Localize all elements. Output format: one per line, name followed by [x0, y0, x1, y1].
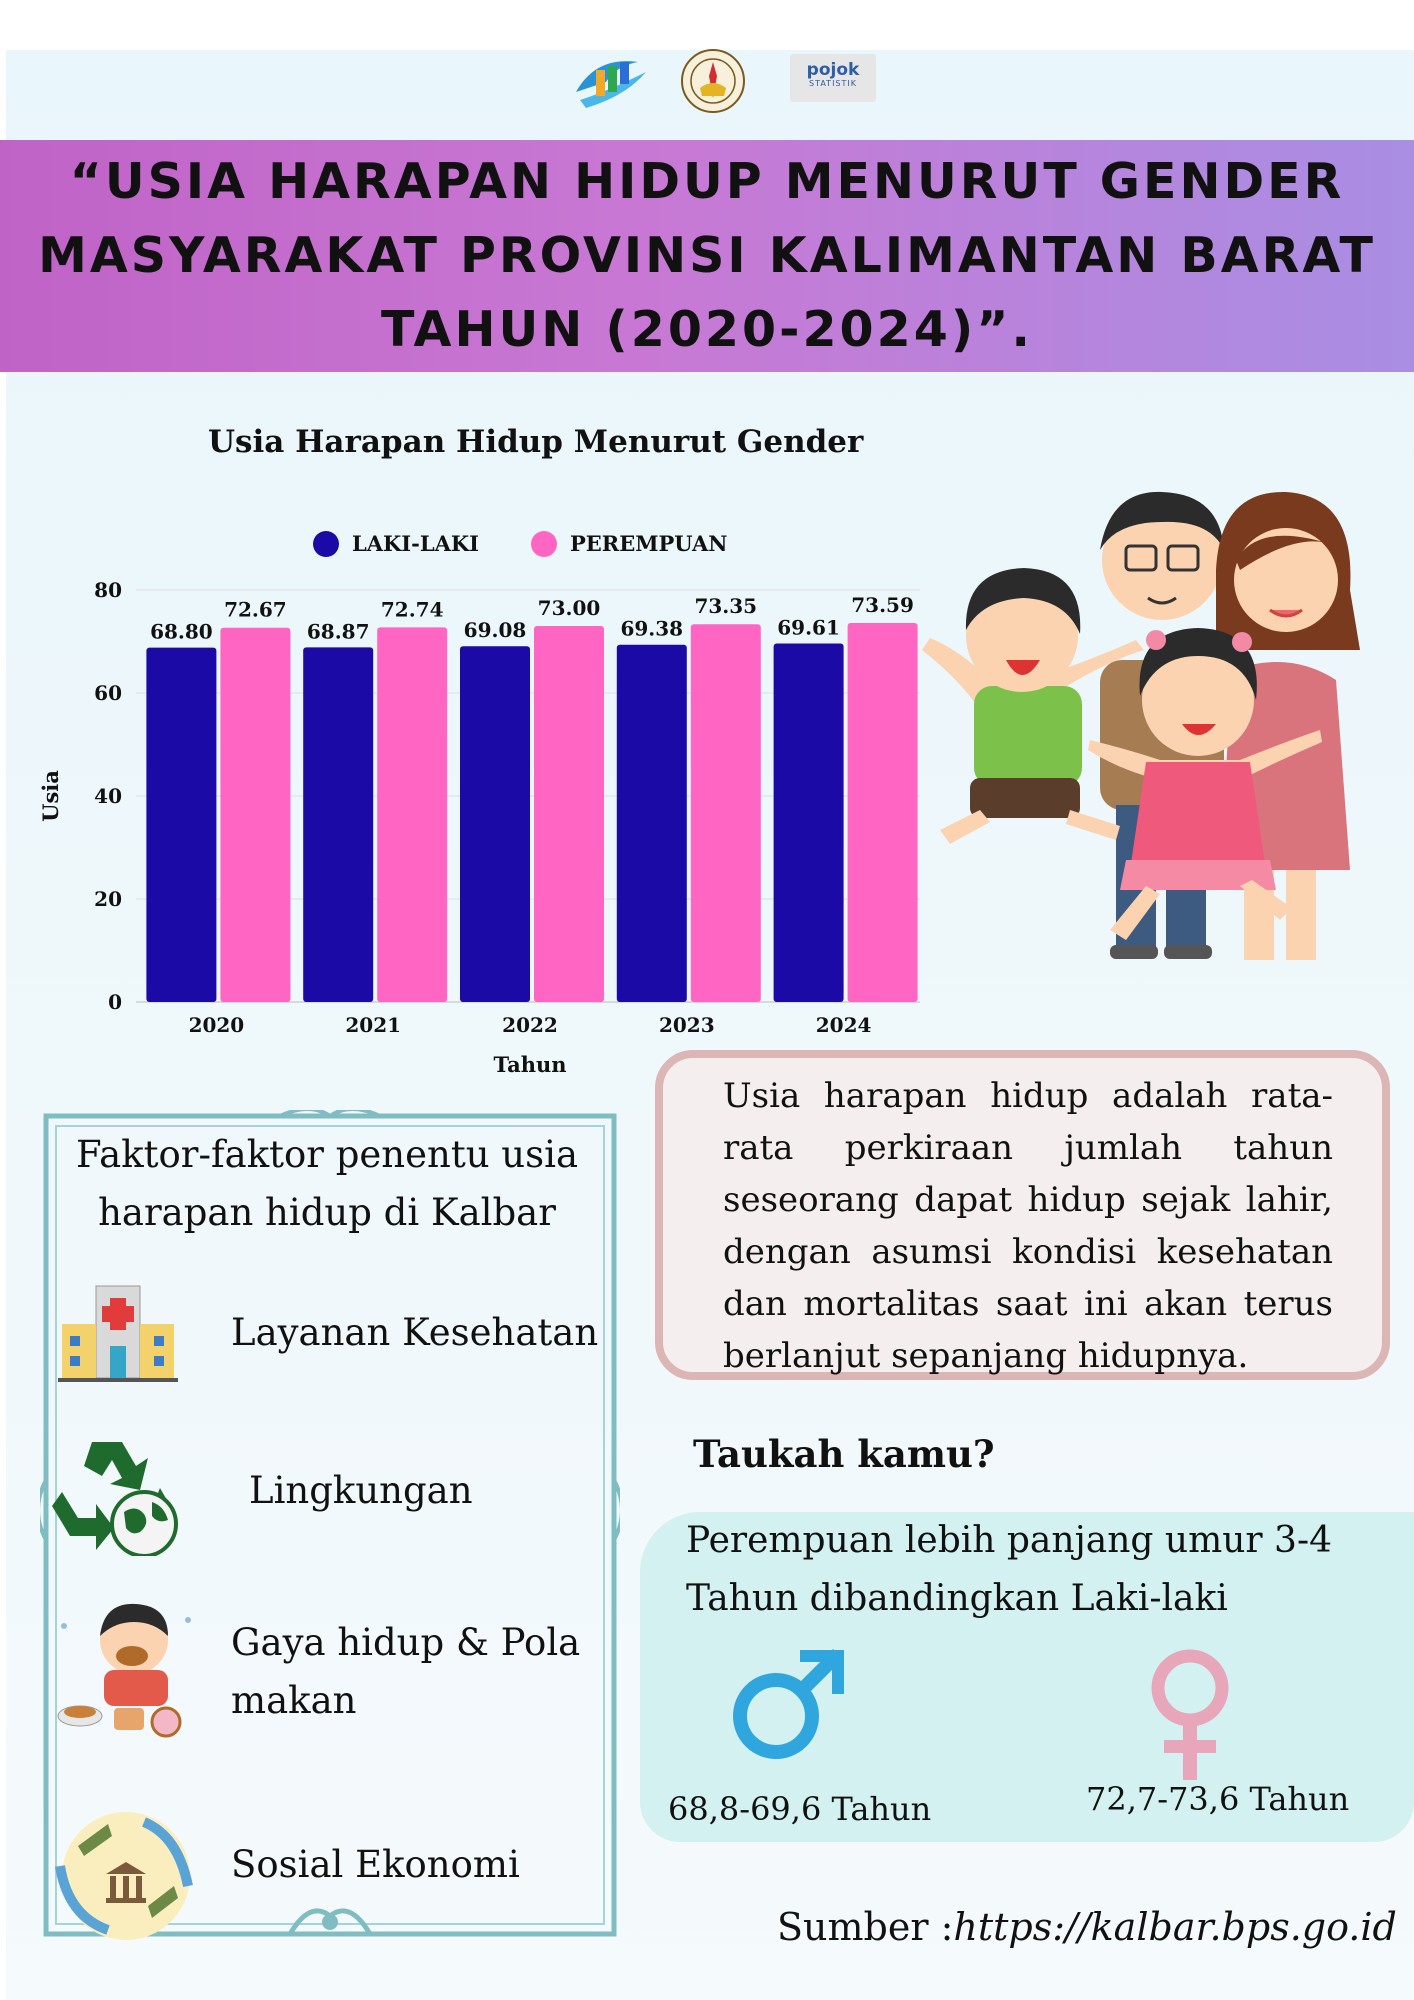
female-symbol-icon [1148, 1648, 1232, 1782]
did-you-know-box [640, 1512, 1414, 1842]
money-bank-icon [48, 1806, 198, 1946]
y-tick-label: 80 [94, 578, 122, 602]
definition-text: Usia harapan hidup adalah rata-rata perkiraan jumlah tahun seseorang dapat hidup sejak lahir, dengan asumsi kondisi kesehatan dan mortalitas saat ini akan terus berlanjut sepanjang hidupnya. [723, 1076, 1333, 1376]
y-tick-label: 0 [108, 990, 122, 1014]
data-label: 69.08 [463, 618, 527, 643]
male-range-label: 68,8-69,6 Tahun [668, 1790, 932, 1828]
data-label: 69.61 [777, 615, 840, 640]
recycle-globe-icon [52, 1432, 188, 1556]
title-line-1: “USIA HARAPAN HIDUP MENURUT GENDER [69, 153, 1345, 210]
male-symbol-icon [730, 1642, 850, 1762]
data-label: 68.87 [306, 619, 370, 644]
female-range-label: 72,7-73,6 Tahun [1086, 1780, 1350, 1818]
family-illustration [920, 450, 1380, 1010]
university-seal-logo [680, 48, 746, 114]
legend-label: PEREMPUAN [570, 531, 728, 556]
did-you-know-text: Perempuan lebih panjang umur 3-4 Tahun dibandingkan Laki-laki [686, 1520, 1333, 1619]
source-label: Sumber : [777, 1905, 954, 1949]
source-citation [777, 1905, 1397, 1949]
y-tick-label: 40 [94, 784, 122, 808]
data-label: 69.38 [620, 616, 684, 641]
title-banner [0, 140, 1414, 372]
source-url[interactable]: https://kalbar.bps.go.id [953, 1905, 1397, 1949]
factor-label-health: Layanan Kesehatan [231, 1311, 599, 1354]
data-label: 72.67 [224, 597, 287, 622]
data-label: 73.35 [694, 594, 758, 619]
pojok-logo-text: pojok [806, 60, 860, 80]
x-tick-label: 2021 [345, 1013, 402, 1037]
hospital-icon [58, 1280, 178, 1384]
y-tick-label: 20 [94, 887, 122, 911]
title-line-2: MASYARAKAT PROVINSI KALIMANTAN BARAT [38, 227, 1376, 284]
data-label: 68.80 [150, 619, 213, 644]
factor-label-lifestyle: Gaya hidup & Pola makan [231, 1621, 581, 1722]
chart-title: Usia Harapan Hidup Menurut Gender [208, 424, 864, 460]
definition-box [655, 1050, 1390, 1380]
x-tick-label: 2020 [188, 1013, 245, 1037]
did-you-know-title: Taukah kamu? [693, 1432, 995, 1476]
x-axis-label: Tahun [493, 1052, 567, 1077]
x-tick-label: 2024 [815, 1013, 872, 1037]
factor-label-environment: Lingkungan [249, 1469, 473, 1512]
factors-title: Faktor-faktor penentu usia harapan hidup di Kalbar [75, 1133, 579, 1234]
x-tick-label: 2022 [502, 1013, 558, 1037]
data-label: 73.59 [851, 593, 914, 618]
bps-logo [566, 52, 652, 114]
statistik-logo-text: STATISTIK [808, 79, 857, 88]
title-line-3: TAHUN (2020-2024)”. [380, 301, 1034, 358]
data-label: 73.00 [537, 596, 601, 621]
y-axis-label: Usia [38, 770, 63, 822]
x-tick-label: 2023 [658, 1013, 715, 1037]
pojok-statistik-logo [790, 54, 876, 102]
factor-label-socioeconomic: Sosial Ekonomi [231, 1843, 520, 1886]
y-tick-label: 60 [94, 681, 122, 705]
legend-label: LAKI-LAKI [352, 531, 479, 556]
data-label: 72.74 [380, 597, 444, 622]
eating-child-icon [54, 1596, 198, 1746]
logo-bar [0, 46, 1414, 116]
